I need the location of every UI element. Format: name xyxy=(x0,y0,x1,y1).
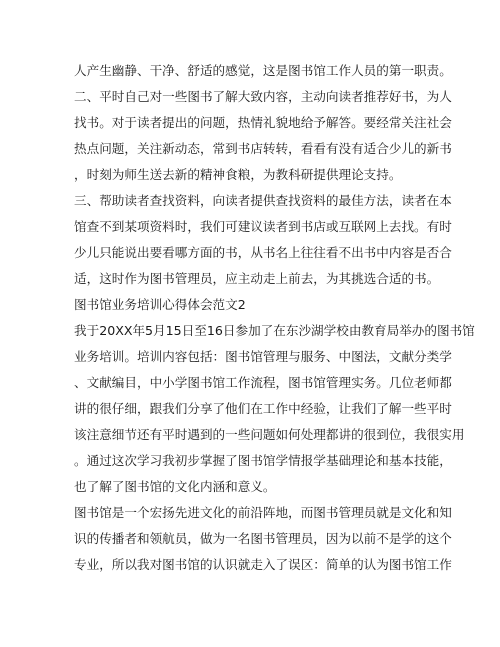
text-line: 适，这时作为图书管理员，应主动走上前去，为其挑选合适的书。 xyxy=(74,271,440,286)
text-line: 也了解了图书馆的文化内涵和意义。 xyxy=(74,479,276,494)
text-line: 我于20XX年5月15日至16日参加了在东沙湖学校由教育局举办的图书馆 xyxy=(74,323,475,338)
text-line: 少儿只能说出要看哪方面的书，从书名上往往看不出书中内容是否合 xyxy=(74,245,452,260)
text-line: 二、平时自己对一些图书了解大致内容，主动向读者推荐好书，为人 xyxy=(74,89,452,104)
text-line: 三、帮助读者查找资料，向读者提供查找资料的最佳方法，读者在本 xyxy=(74,193,452,208)
text-line: ，时刻为师生送去新的精神食粮，为教科研提供理论支持。 xyxy=(74,167,402,182)
text-line: 专业，所以我对图书馆的认识就走入了误区：简单的认为图书馆工作 xyxy=(74,557,452,572)
text-line: 。通过这次学习我初步掌握了图书馆学情报学基础理论和基本技能， xyxy=(74,453,452,468)
text-line: 人产生幽静、干净、舒适的感觉，这是图书馆工作人员的第一职责。 xyxy=(74,63,452,78)
text-line: 识的传播者和领航员，做为一名图书管理员，因为以前不是学的这个 xyxy=(74,531,452,546)
text-line: 馆查不到某项资料时，我们可建议读者到书店或互联网上去找。有时 xyxy=(74,219,452,234)
text-line: 图书馆是一个宏扬先进文化的前沿阵地，而图书管理员就是文化和知 xyxy=(74,505,452,520)
text-line: 业务培训。培训内容包括：图书馆管理与服务、中图法，文献分类学 xyxy=(74,349,452,364)
text-line: 热点问题，关注新动态，常到书店转转，看看有没有适合少儿的新书 xyxy=(74,141,452,156)
text-line: 讲的很仔细，跟我们分享了他们在工作中经验，让我们了解一些平时 xyxy=(74,401,452,416)
section-heading: 图书馆业务培训心得体会范文2 xyxy=(74,297,246,312)
text-line: 找书。对于读者提出的问题，热情礼貌地给予解答。要经常关注社会 xyxy=(74,115,452,130)
text-line: 、文献编目，中小学图书馆工作流程，图书馆管理实务。几位老师都 xyxy=(74,375,452,390)
text-line: 该注意细节还有平时遇到的一些问题如何处理都讲的很到位，我很实用 xyxy=(74,427,465,442)
